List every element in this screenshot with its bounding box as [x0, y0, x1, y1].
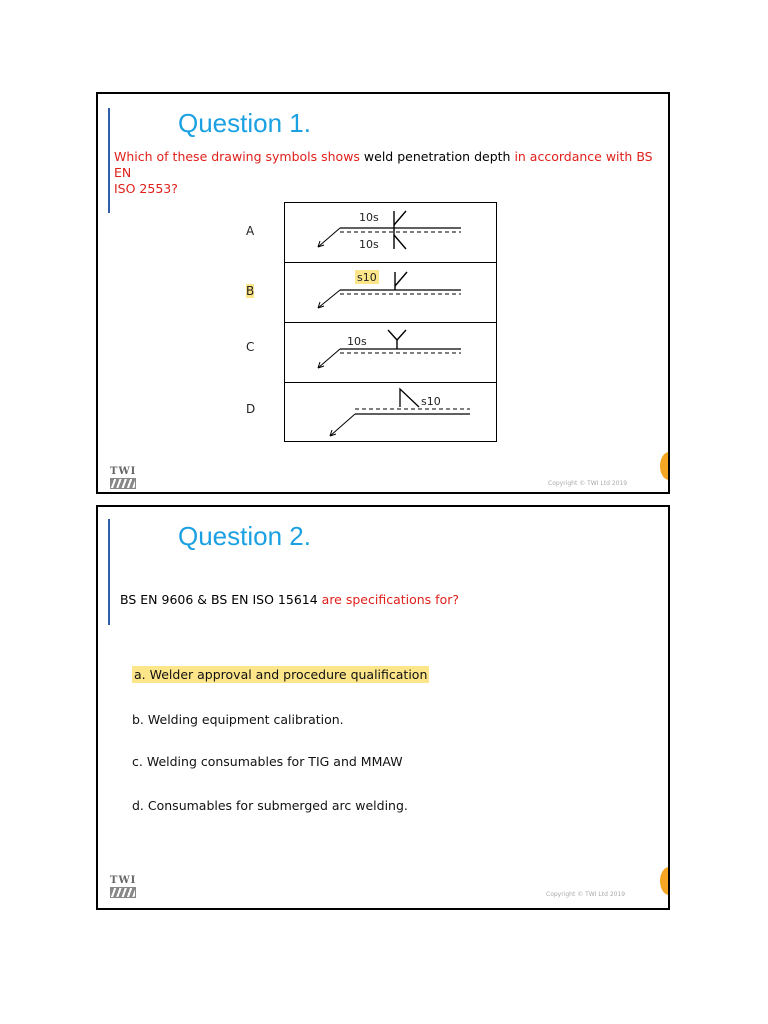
answer-option-c: c. Welding consumables for TIG and MMAW [132, 754, 403, 769]
copyright-text: Copyright © TWI Ltd 2019 [548, 480, 628, 487]
weld-symbol-c [285, 323, 498, 383]
answer-option-a-text: a. Welder approval and procedure qualification [134, 667, 428, 682]
twi-logo-text: TWI [110, 466, 137, 477]
option-label-b: B [246, 284, 255, 298]
weld-symbol-a [285, 203, 498, 263]
weld-symbol-b [285, 263, 498, 323]
accent-line [108, 519, 110, 625]
weld-symbol-table [284, 202, 497, 442]
question-keyword: weld penetration depth [363, 149, 511, 164]
answer-option-d: d. Consumables for submerged arc welding. [132, 798, 408, 813]
slide-title: Question 1. [178, 108, 311, 138]
slide-question-1 [96, 92, 670, 494]
symbol-a-bottom-text: 10s [359, 238, 379, 251]
twi-logo-text: TWI [110, 875, 137, 886]
option-label-c: C [246, 340, 255, 354]
symbol-row-a [285, 203, 496, 263]
weld-symbol-d [285, 383, 498, 443]
question-text-part: in accordance with BS EN [114, 149, 653, 180]
symbol-c-text: 10s [347, 335, 367, 348]
symbol-row-c [285, 323, 496, 383]
twi-logo-mark [110, 478, 136, 489]
question-text [120, 592, 650, 608]
question-text [114, 149, 654, 197]
answer-option-a [132, 667, 429, 682]
symbol-d-text: s10 [421, 395, 441, 408]
symbol-b-text: s10 [357, 271, 377, 284]
slide-title: Question 2. [178, 521, 311, 551]
twi-logo [110, 466, 136, 489]
question-text-part: ISO 2553? [114, 181, 178, 196]
symbol-row-d [285, 383, 496, 443]
option-label-a: A [246, 224, 255, 238]
copyright-text: Copyright © TWI Ltd 2019 [546, 891, 626, 898]
page-tab-marker [660, 867, 670, 895]
twi-logo [110, 875, 136, 898]
accent-line [108, 108, 110, 213]
option-label-d: D [246, 402, 256, 416]
twi-logo-mark [110, 887, 136, 898]
symbol-row-b [285, 263, 496, 323]
question-text-part: BS EN 9606 & BS EN ISO 15614 [120, 592, 322, 607]
symbol-a-top-text: 10s [359, 211, 379, 224]
page-tab-marker [660, 452, 670, 480]
question-text-part: Which of these drawing symbols shows [114, 149, 364, 164]
answer-option-b: b. Welding equipment calibration. [132, 712, 344, 727]
question-text-part: are specifications for? [321, 592, 459, 607]
slide-question-2 [96, 505, 670, 910]
